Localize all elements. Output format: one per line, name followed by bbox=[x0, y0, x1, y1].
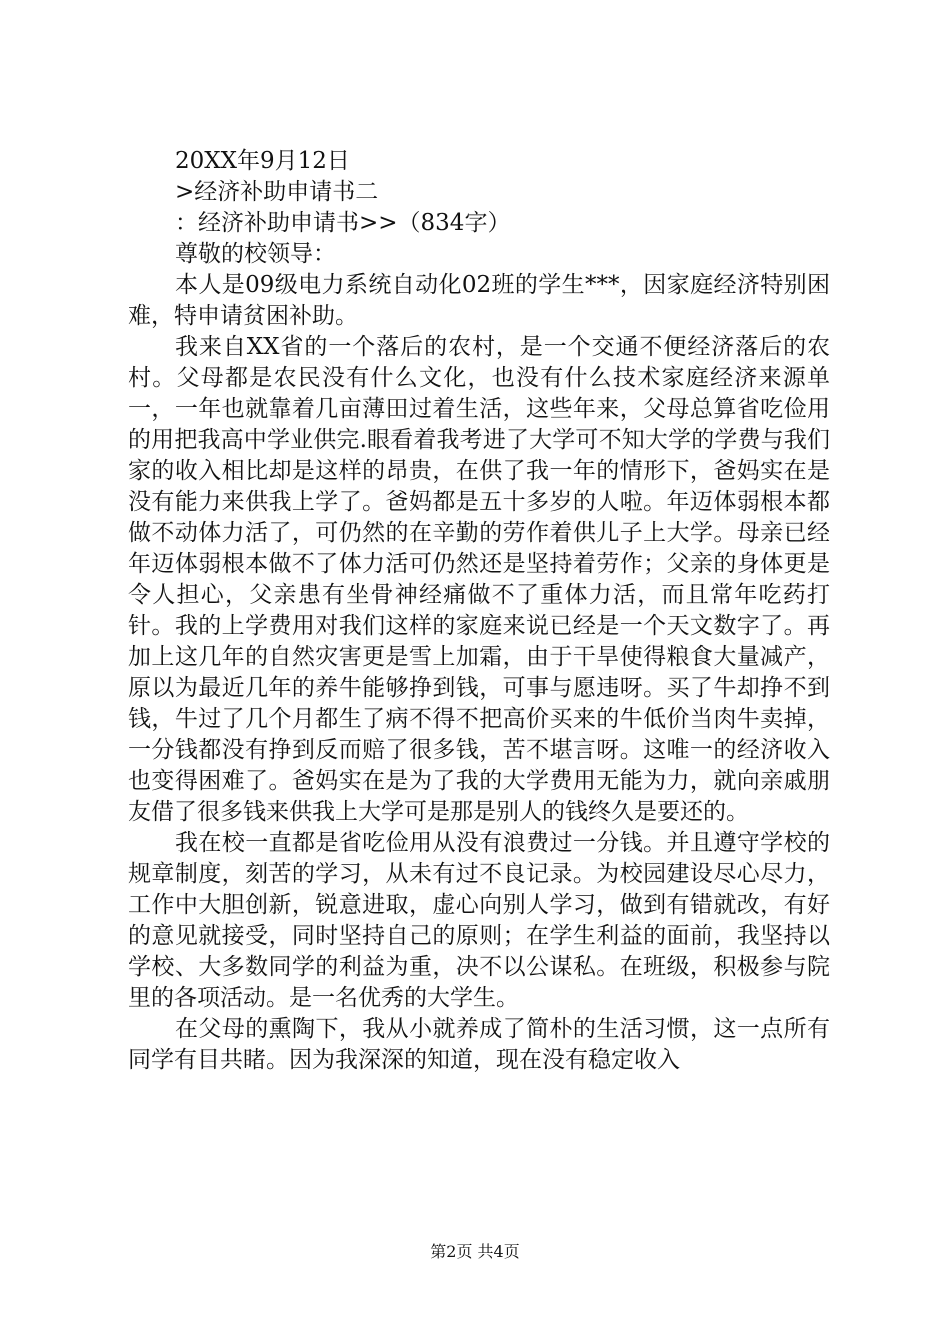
document-heading-line2: ：经济补助申请书>>（834字） bbox=[175, 210, 511, 236]
page-footer: 第2页 共4页 bbox=[430, 1242, 520, 1261]
paragraph-2: 我来自XX省的一个落后的农村，是一个交通不便经济落后的农村。父母都是农民没有什么文化，也没有什么技术家庭经济来源单一，一年也就靠着几亩薄田过着生活，这些年来，父母总算省吃俭用的用把我高中学业供完.眼看着我考进了大学可不知大学的学费与我们家的收入相比却是这样的昂贵，在供了我一年的情形下，爸妈实在是没有能力来供我上学了。爸妈都是五十多岁的人啦。年迈体弱根本都做不动体力活了，可仍然的在辛勤的劳作着供儿子上大学。母亲已经年迈体弱根本做不了体力活可仍然还是坚持着劳作；父亲的身体更是令人担心，父亲患有坐骨神经痛做不了重体力活，而且常年吃药打针。我的上学费用对我们这样的家庭来说已经是一个天文数字了。再加上这几年的自然灾害更是雪上加霜，由于干旱使得粮食大量减产，原以为最近几年的养牛能够挣到钱，可事与愿违呀。买了牛却挣不到钱，牛过了几个月都生了病不得不把高价买来的牛低价当肉牛卖掉，一分钱都没有挣到反而赔了很多钱，苦不堪言呀。这唯一的经济收入也变得困难了。爸妈实在是为了我的大学费用无能为力，就向亲戚朋友借了很多钱来供我上大学可是那是别人的钱终久是要还的。 bbox=[128, 334, 830, 825]
salutation: 尊敬的校领导： bbox=[175, 241, 336, 267]
document-heading-line1: >经济补助申请书二 bbox=[175, 179, 379, 205]
paragraph-3: 我在校一直都是省吃俭用从没有浪费过一分钱。并且遵守学校的规章制度，刻苦的学习，从未有过不良记录。为校园建设尽心尽力，工作中大胆创新，锐意进取，虚心向别人学习，做到有错就改，有好的意见就接受，同时坚持自己的原则；在学生利益的面前，我坚持以学校、大多数同学的利益为重，决不以公谋私。在班级，积极参与院里的各项活动。是一名优秀的大学生。 bbox=[128, 830, 830, 1011]
paragraph-4: 在父母的熏陶下，我从小就养成了简朴的生活习惯，这一点所有同学有目共睹。因为我深深的知道，现在没有稳定收入 bbox=[128, 1016, 830, 1073]
paragraph-1: 本人是09级电力系统自动化02班的学生***，因家庭经济特别困难，特申请贫困补助。 bbox=[128, 272, 830, 329]
document-date: 20XX年9月12日 bbox=[175, 148, 350, 174]
document-body bbox=[128, 146, 830, 1076]
